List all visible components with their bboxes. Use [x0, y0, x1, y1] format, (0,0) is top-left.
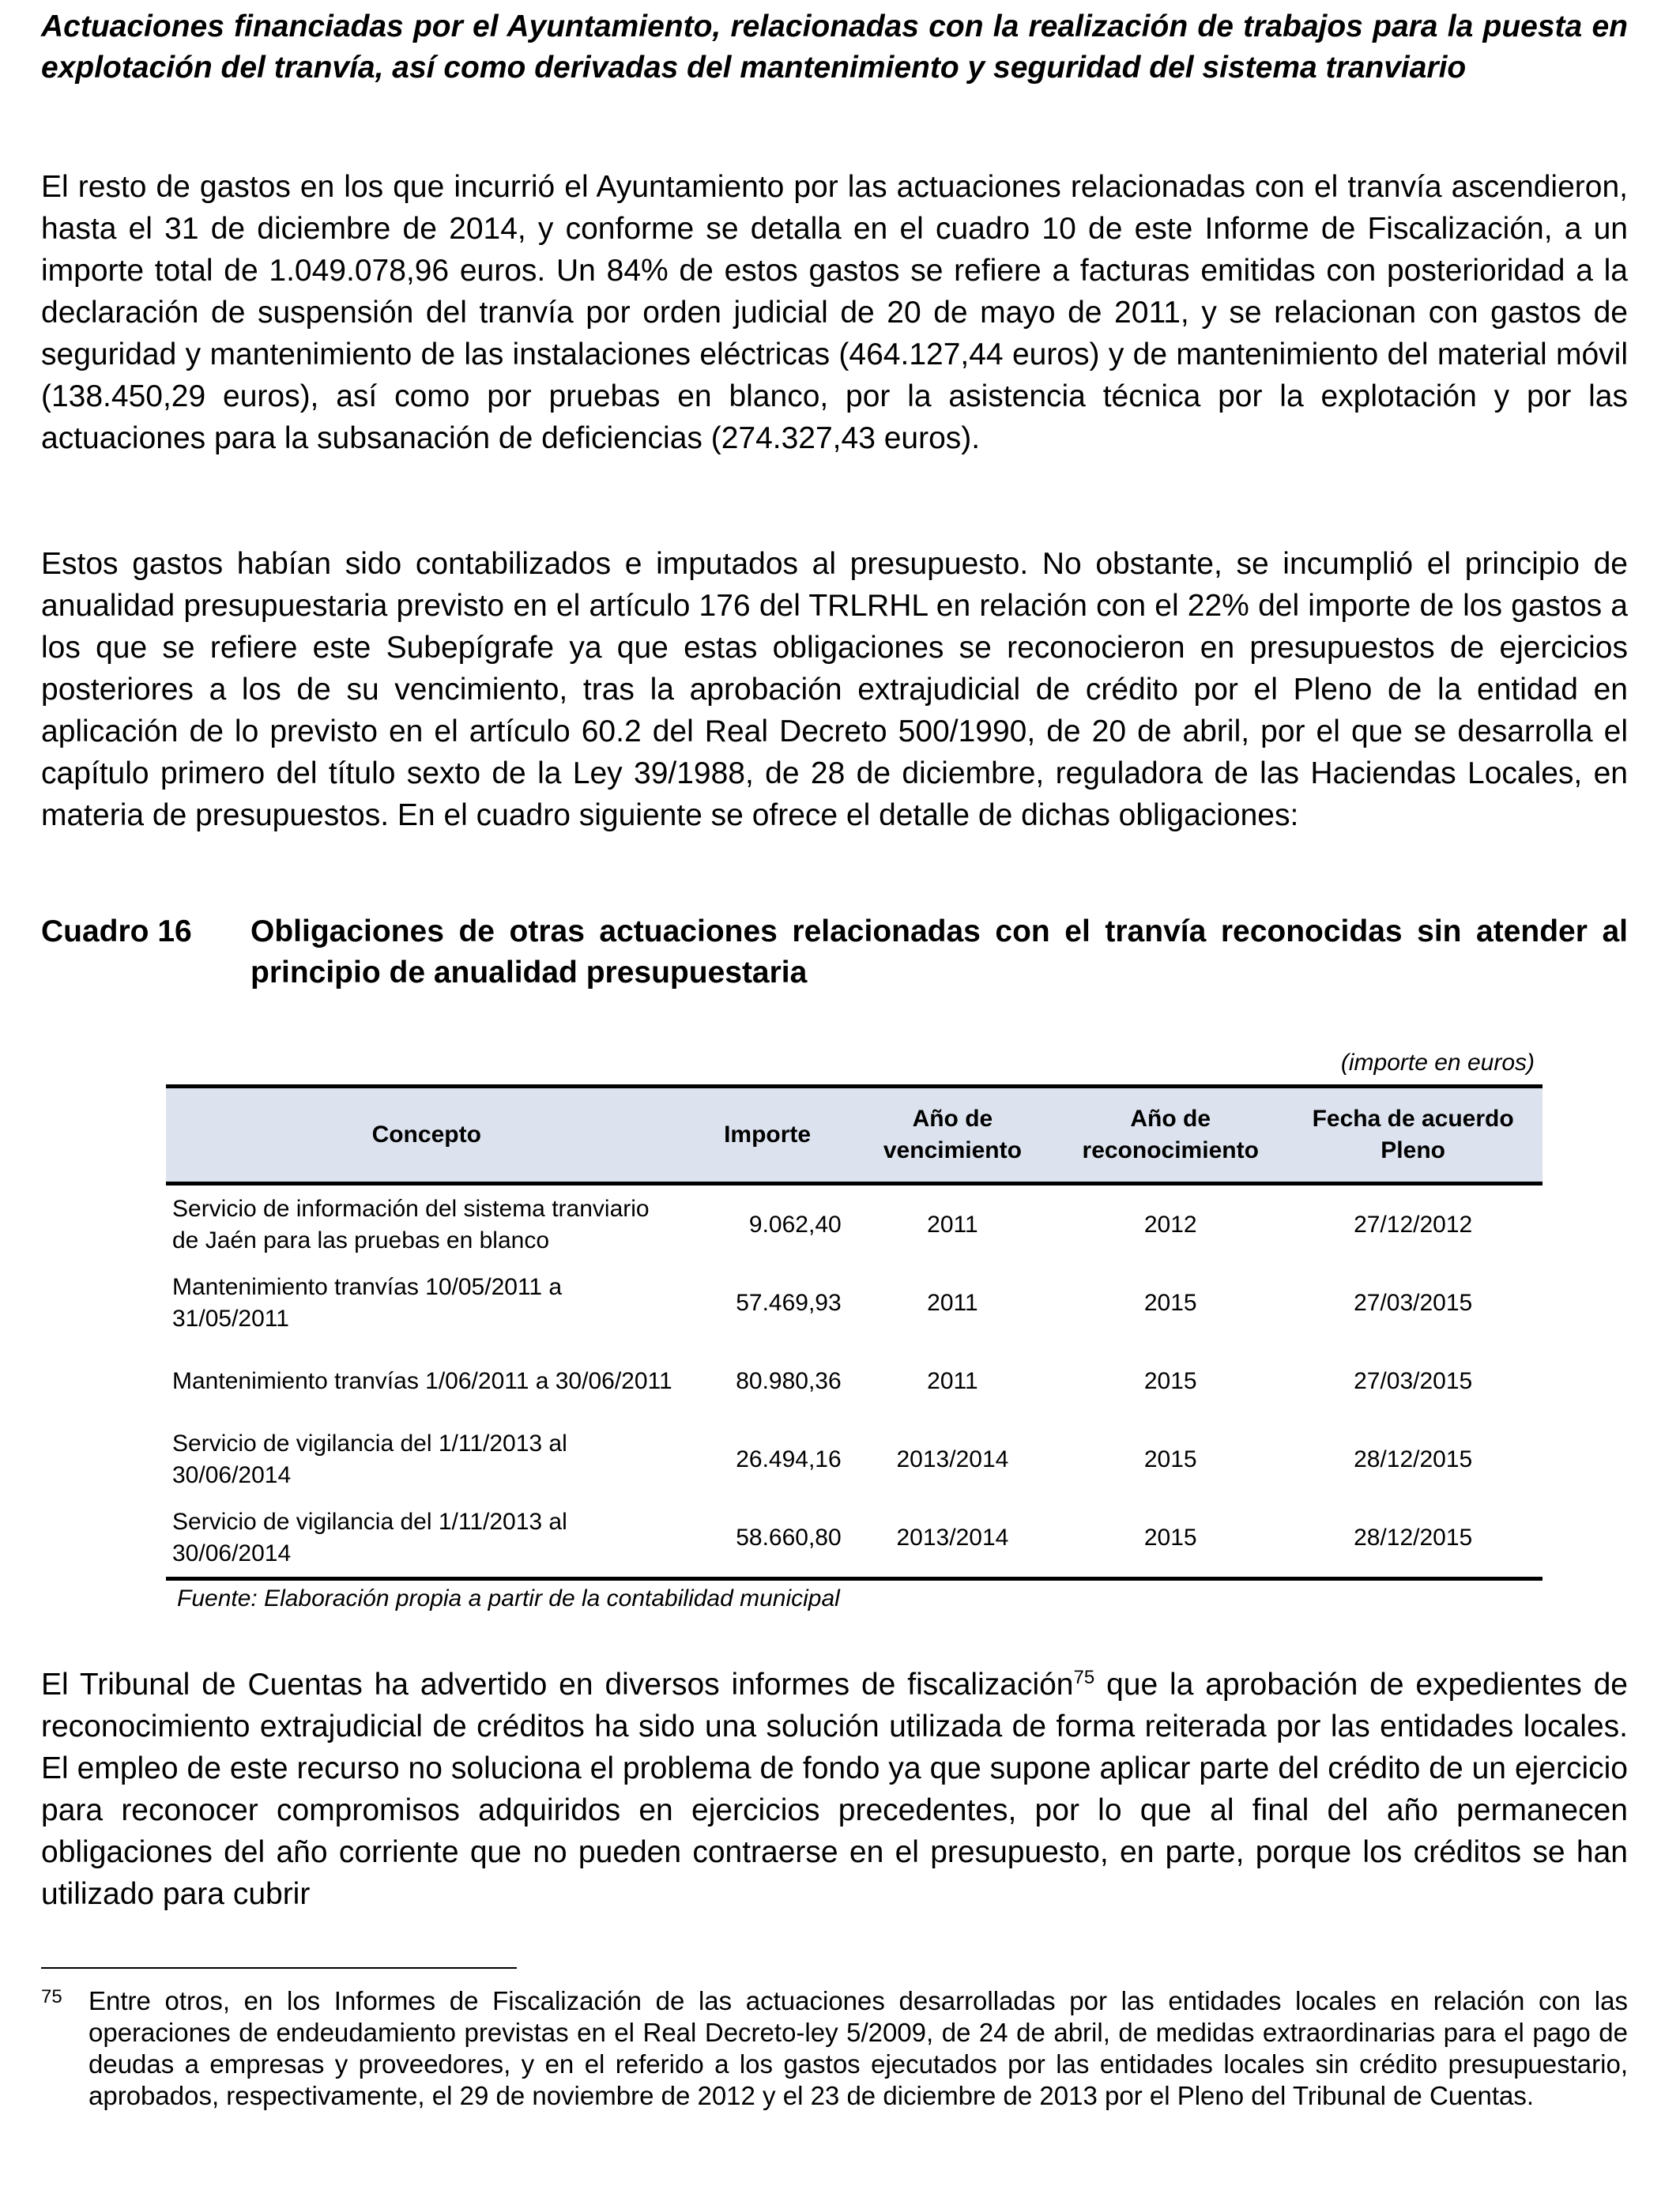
footnote-number: 75 [41, 1986, 62, 2007]
paragraph-text-end: que la aprobación de expedientes de reconocimiento extrajudicial de créditos ha sido una solución utilizada de forma reiterada por las entidades locales. El empleo de este recurso no soluciona el problema de fondo ya que supone aplicar parte del crédito de un ejercicio para reconocer compromisos adquiridos en ejercicios precedentes, por lo que al final del año permanecen obligaciones del año corriente que no pueden contraerse en el presupuesto, en parte, porque los créditos se han utilizado para cubrir [41, 1668, 1628, 1911]
cell-vencimiento: 2013/2014 [896, 1446, 1009, 1472]
cell-vencimiento: 2011 [927, 1211, 978, 1238]
cell-reconocimiento: 2015 [1143, 1446, 1197, 1472]
table-row [166, 1264, 1543, 1342]
cell-importe: 80.980,36 [736, 1367, 842, 1394]
header-importe: Importe [687, 1087, 847, 1184]
table-row [166, 1342, 1543, 1420]
paragraph-tribunal-warning [41, 1664, 1628, 1915]
cell-reconocimiento: 2015 [1057, 1498, 1283, 1579]
cell-concepto: Mantenimiento tranvías 10/05/2011 a 31/05/2011 [172, 1273, 563, 1332]
cell-importe: 57.469,93 [736, 1289, 842, 1316]
paragraph-expenses-total: El resto de gastos en los que incurrió el Ayuntamiento por las actuaciones relacionadas con el tranvía ascendieron, hasta el 31 de diciembre de 2014, y conforme se detalla en el cuadro 10 de este Informe de Fiscalización, a un importe total de 1.049.078,96 euros. Un 84% de estos gastos se refiere a facturas emitidas con posterioridad a la declaración de suspensión del tranvía por orden judicial de 20 de mayo de 2011, y se relacionan con gastos de seguridad y mantenimiento de las instalaciones eléctricas (464.127,44 euros) y de mantenimiento del material móvil (138.450,29 euros), así como por pruebas en blanco, por la asistencia técnica por la explotación y por las actuaciones para la subsanación de deficiencias (274.327,43 euros). [41, 170, 1628, 455]
cell-concepto: Mantenimiento tranvías 1/06/2011 a 30/06/2011 [172, 1367, 672, 1394]
cell-concepto: Servicio de vigilancia del 1/11/2013 al 30/06/2014 [166, 1498, 687, 1579]
cell-reconocimiento: 2012 [1143, 1211, 1197, 1238]
cell-fecha: 28/12/2015 [1283, 1498, 1543, 1579]
cell-vencimiento: 2013/2014 [848, 1498, 1057, 1579]
cell-reconocimiento: 2015 [1143, 1289, 1197, 1316]
header-anio-reconocimiento: Año de reconocimiento [1057, 1087, 1283, 1184]
paragraph-annuality-principle: Estos gastos habían sido contabilizados e imputados al presupuesto. No obstante, se incumplió el principio de anualidad presupuestaria previsto en el artículo 176 del TRLRHL en relación con el 22% del importe de los gastos a los que se refiere este Subepígrafe ya que estas obligaciones se reconocieron en presupuestos de ejercicios posteriores a los de su vencimiento, tras la aprobación extrajudicial de crédito por el Pleno de la entidad en aplicación de lo previsto en el artículo 60.2 del Real Decreto 500/1990, de 20 de abril, por el que se desarrolla el capítulo primero del título sexto de la Ley 39/1988, de 28 de diciembre, reguladora de las Haciendas Locales, en materia de presupuestos. En el cuadro siguiente se ofrece el detalle de dichas obligaciones: [41, 547, 1628, 832]
footnote-reference[interactable]: 75 [1073, 1667, 1095, 1688]
footnote-text: Entre otros, en los Informes de Fiscalización de las actuaciones desarrolladas por las entidades locales en relación con las operaciones de endeudamiento previstas en el Real Decreto-ley 5/2009, de 24 de abril, de medidas extraordinarias para el pago de deudas a empresas y proveedores, y en el referido a los gastos ejecutados por las entidades locales sin crédito presupuestario, aprobados, respectivamente, el 29 de noviembre de 2012 y el 23 de diciembre de 2013 por el Pleno del Tribunal de Cuentas. [89, 1986, 1628, 2110]
table-row [166, 1420, 1543, 1498]
cell-fecha: 27/03/2015 [1354, 1289, 1473, 1316]
footnote-separator [41, 1967, 517, 1969]
cell-vencimiento: 2011 [927, 1367, 978, 1394]
cell-fecha: 27/03/2015 [1354, 1367, 1473, 1394]
paragraph-text-start: El Tribunal de Cuentas ha advertido en diversos informes de fiscalización [41, 1668, 1074, 1702]
cell-importe: 9.062,40 [748, 1211, 842, 1238]
unit-note: (importe en euros) [1340, 1050, 1535, 1076]
cell-reconocimiento: 2015 [1143, 1367, 1197, 1394]
header-anio-vencimiento: Año de vencimiento [848, 1087, 1057, 1184]
cell-importe: 58.660,80 [687, 1498, 847, 1579]
header-fecha-acuerdo: Fecha de acuerdo Pleno [1283, 1087, 1543, 1184]
table-row [166, 1498, 1543, 1579]
cell-importe: 26.494,16 [736, 1446, 842, 1472]
cell-vencimiento: 2011 [927, 1289, 978, 1316]
header-concepto: Concepto [166, 1087, 687, 1184]
table-source: Fuente: Elaboración propia a partir de la contabilidad municipal [177, 1585, 840, 1612]
table-number: Cuadro 16 [41, 914, 192, 948]
table-title: Obligaciones de otras actuaciones relacionadas con el tranvía reconocidas sin atender al principio de anualidad presupuestaria [250, 914, 1628, 990]
obligations-table [166, 1084, 1543, 1581]
table-row [166, 1184, 1543, 1265]
cell-fecha: 28/12/2015 [1354, 1446, 1473, 1472]
section-heading: Actuaciones financiadas por el Ayuntamiento, relacionadas con la realización de trabajos para la puesta en explotación del tranvía, así como derivadas del mantenimiento y seguridad del sistema tranviario [41, 9, 1628, 85]
cell-fecha: 27/12/2012 [1354, 1211, 1473, 1238]
table-header-row [166, 1087, 1543, 1184]
document-page [41, 0, 1628, 2194]
cell-concepto: Servicio de vigilancia del 1/11/2013 al 30/06/2014 [172, 1430, 567, 1488]
cell-concepto: Servicio de información del sistema tranviario de Jaén para las pruebas en blanco [172, 1195, 650, 1253]
